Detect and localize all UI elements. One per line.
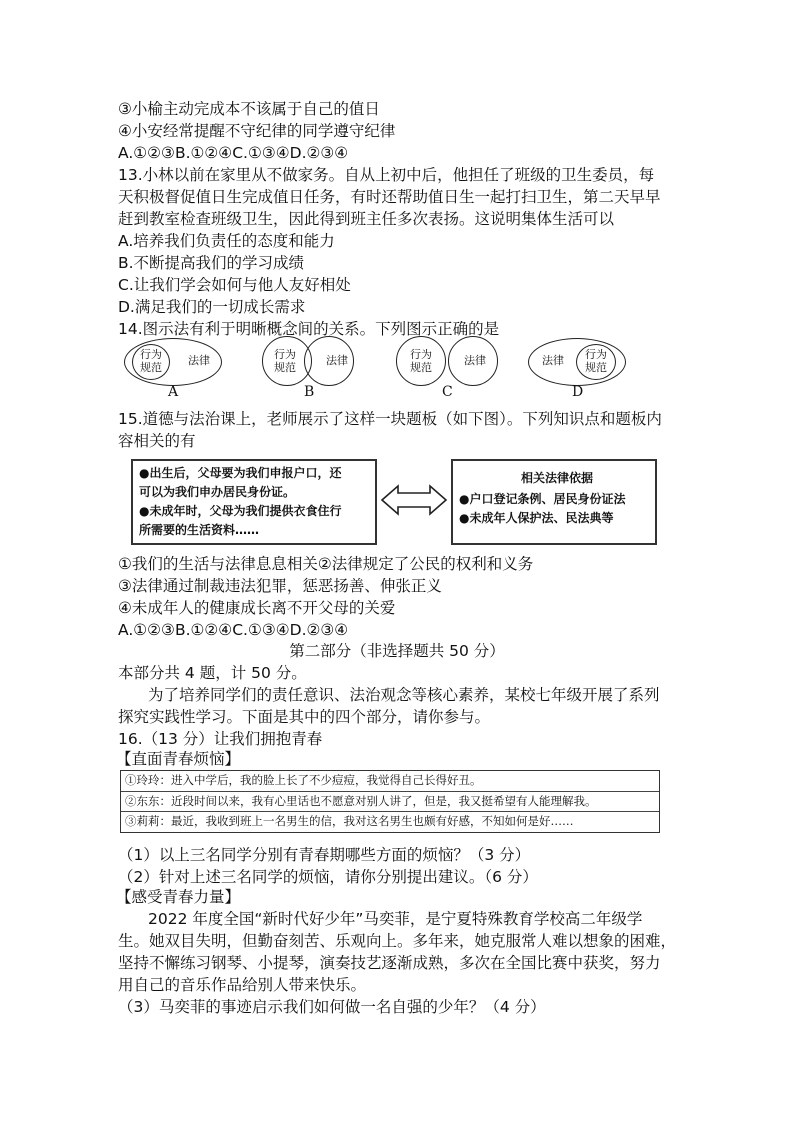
worries-table [120,770,660,833]
q13-stem-1: 13.小林以前在家里从不做家务。自从上初中后，他担任了班级的卫生委员，每 [118,166,655,184]
q15-item-3: ③法律通过制裁违法犯罪，惩恶扬善、伸张正义 [118,577,442,595]
q16-sub-2: （2）针对上述三名同学的烦恼，请你分别提出建议。（6 分） [118,868,538,886]
law-label: 法律 [188,354,210,367]
behavior-label: 行为 规范 [585,348,607,374]
q13-stem-3: 赶到教室检查班级卫生，因此得到班主任多次表扬。这说明集体生活可以 [118,210,615,228]
section-heading-strength: 【感受青春力量】 [116,888,241,906]
board-left-line: 所需要的生活资料…… [139,523,260,537]
q15-item-4: ④未成年人的健康成长离不开父母的关爱 [118,599,396,617]
behavior-label: 行为 规范 [274,348,296,374]
q13-option-d: D.满足我们的一切成长需求 [118,298,306,316]
q16-sub-1: （1）以上三名同学分别有青春期哪些方面的烦恼？（3 分） [118,846,531,864]
board-left-panel [131,459,377,545]
intro-line-2: 探究实践性学习。下面是其中的四个部分，请你参与。 [118,708,491,726]
q16-heading: 16.（13 分）让我们拥抱青春 [118,730,323,748]
q15-stem-2: 容相关的有 [118,432,196,450]
worry-row: ①玲玲：进入中学后，我的脸上长了不少痘痘，我觉得自己长得好丑。 [121,771,659,792]
q13-stem-2: 天积极督促值日生完成值日任务，有时还帮助值日生一起打扫卫生，第二天早早 [118,188,661,206]
story-line-3: 坚持不懈练习钢琴、小提琴，演奏技艺逐渐成熟，多次在全国比赛中获奖，努力 [118,954,661,972]
worry-row: ②东东：近段时间以来，我有心里话也不愿意对别人讲了，但是，我又挺希望有人能理解我。 [121,792,659,813]
section-heading-worries: 【直面青春烦恼】 [116,750,241,768]
law-label: 法律 [542,354,564,367]
board-right-title: 相关法律依据 [520,471,593,485]
label-b: B [304,384,315,400]
label-d: D [572,384,584,400]
board-left-line: ●未成年时，父母为我们提供衣食住行 [139,504,342,518]
label-a: A [168,384,179,400]
q15-stem-1: 15.道德与法治课上，老师展示了这样一块题板（如下图）。下列知识点和题板内 [118,410,662,428]
label-c: C [442,384,453,400]
part-two-heading: 第二部分（非选择题共 50 分） [289,642,505,660]
q13-option-c: C.让我们学会如何与他人友好相处 [118,276,351,294]
option-line-4: ④小安经常提醒不守纪律的同学遵守纪律 [118,122,396,140]
board-left-line: 可以为我们申办居民身份证。 [139,485,296,499]
story-line-1: 2022 年度全国“新时代好少年”马奕菲，是宁夏特殊教育学校高二年级学 [148,910,643,928]
law-label: 法律 [326,354,348,367]
q14-stem: 14.图示法有利于明晰概念间的关系。下列图示正确的是 [118,320,500,338]
intro-line-1: 为了培养同学们的责任意识、法治观念等核心素养，某校七年级开展了系列 [148,686,660,704]
board-right-panel [451,459,657,545]
q15-choices: A.①②③B.①②④C.①③④D.②③④ [118,621,349,639]
story-line-2: 生。她双目失明，但勤奋刻苦、乐观向上。多年来，她克服常人难以想象的困难， [118,932,677,950]
worry-row: ③莉莉：最近，我收到班上一名男生的信，我对这名男生也颇有好感，不知如何是好…… [125,814,574,828]
story-line-4: 用自己的音乐作品给别人带来快乐。 [118,976,367,994]
q12-choices: A.①②③B.①②④C.①③④D.②③④ [118,144,349,162]
q16-sub-3: （3）马奕菲的事迹启示我们如何做一名自强的少年？（4 分） [118,998,546,1016]
double-arrow-icon [380,480,448,520]
q13-option-b: B.不断提高我们的学习成绩 [118,254,305,272]
option-line-3: ③小榆主动完成本不该属于自己的值日 [118,100,380,118]
q15-item-1: ①我们的生活与法律息息相关②法律规定了公民的权利和义务 [118,555,534,573]
board-left-line: ●出生后，父母要为我们申报户口，还 [139,466,342,480]
part-two-note: 本部分共 4 题，计 50 分。 [118,664,307,682]
q13-option-a: A.培养我们负责任的态度和能力 [118,232,335,250]
law-label: 法律 [464,354,486,367]
board-right-line: ●未成年人保护法、民法典等 [459,511,614,525]
behavior-label: 行为 规范 [410,348,432,374]
behavior-label: 行为 规范 [140,348,162,374]
board-right-line: ●户口登记条例、居民身份证法 [459,492,626,506]
